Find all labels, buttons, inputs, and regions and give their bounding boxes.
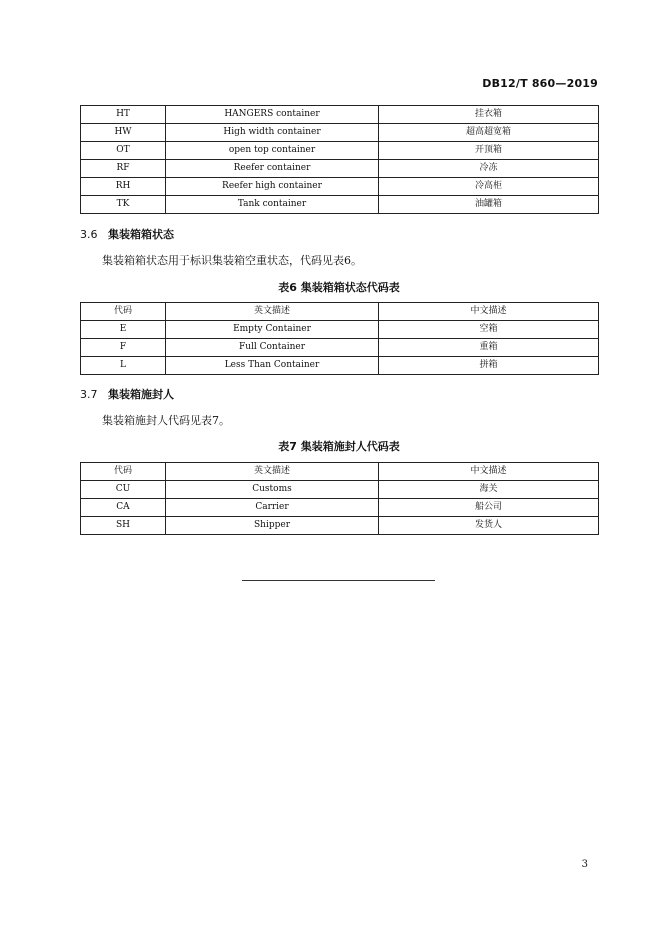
section-3-6-paragraph: 集装箱箱状态用于标识集装箱空重状态，代码见表6。 — [102, 254, 362, 267]
table-cell: 海关 — [379, 481, 599, 499]
table-header-row — [81, 303, 599, 321]
table-cell: open top container — [166, 142, 379, 160]
section-title: 集装箱施封人 — [108, 388, 174, 401]
table-row — [81, 481, 599, 499]
header-cell: 代码 — [81, 303, 166, 321]
table-row — [81, 160, 599, 178]
table-row — [81, 499, 599, 517]
table-cell: Shipper — [166, 517, 379, 535]
table-cell: Customs — [166, 481, 379, 499]
table-row — [81, 517, 599, 535]
table-cell: Full Container — [166, 339, 379, 357]
table-row — [81, 142, 599, 160]
table-cell: 超高超宽箱 — [379, 124, 599, 142]
table-row — [81, 196, 599, 214]
table-cell: HT — [81, 106, 166, 124]
table-row — [81, 106, 599, 124]
table-cell: OT — [81, 142, 166, 160]
table-cell: High width container — [166, 124, 379, 142]
container-type-table-continued — [80, 105, 599, 214]
header-cell: 代码 — [81, 463, 166, 481]
table-header-row — [81, 463, 599, 481]
section-number: 3.7 — [80, 388, 98, 401]
table-cell: 空箱 — [379, 321, 599, 339]
section-number: 3.6 — [80, 228, 98, 241]
table-cell: 挂衣箱 — [379, 106, 599, 124]
table-cell: 船公司 — [379, 499, 599, 517]
table-cell: 冷冻 — [379, 160, 599, 178]
table-cell: Reefer high container — [166, 178, 379, 196]
table-cell: 油罐箱 — [379, 196, 599, 214]
container-status-table — [80, 302, 599, 375]
header-cell: 中文描述 — [379, 463, 599, 481]
standard-code: DB12/T 860—2019 — [482, 77, 598, 90]
table-cell: Less Than Container — [166, 357, 379, 375]
table-6-caption: 表6 集装箱箱状态代码表 — [278, 281, 400, 294]
table-cell: Carrier — [166, 499, 379, 517]
table-cell: SH — [81, 517, 166, 535]
table-cell: RF — [81, 160, 166, 178]
container-sealer-table — [80, 462, 599, 535]
table-cell: CA — [81, 499, 166, 517]
table-cell: 重箱 — [379, 339, 599, 357]
end-of-document-line — [242, 580, 435, 581]
table-row — [81, 339, 599, 357]
table-cell: Tank container — [166, 196, 379, 214]
table-7-caption: 表7 集装箱施封人代码表 — [278, 440, 400, 453]
table-cell: TK — [81, 196, 166, 214]
table-cell: 拼箱 — [379, 357, 599, 375]
table-cell: 发货人 — [379, 517, 599, 535]
table-row — [81, 321, 599, 339]
table-row — [81, 124, 599, 142]
table-cell: 冷高柜 — [379, 178, 599, 196]
section-3-7-paragraph: 集装箱施封人代码见表7。 — [102, 414, 230, 427]
header-cell: 中文描述 — [379, 303, 599, 321]
header-cell: 英文描述 — [166, 303, 379, 321]
table-cell: L — [81, 357, 166, 375]
table-cell: Empty Container — [166, 321, 379, 339]
table-cell: F — [81, 339, 166, 357]
section-title: 集装箱箱状态 — [108, 228, 174, 241]
table-cell: 开顶箱 — [379, 142, 599, 160]
section-3-7-heading — [80, 386, 174, 402]
table-cell: RH — [81, 178, 166, 196]
table-cell: E — [81, 321, 166, 339]
section-3-6-heading — [80, 226, 174, 242]
header-cell: 英文描述 — [166, 463, 379, 481]
table-cell: HANGERS container — [166, 106, 379, 124]
table-row — [81, 178, 599, 196]
table-row — [81, 357, 599, 375]
page-number: 3 — [581, 859, 588, 870]
table-cell: HW — [81, 124, 166, 142]
table-cell: Reefer container — [166, 160, 379, 178]
table-cell: CU — [81, 481, 166, 499]
